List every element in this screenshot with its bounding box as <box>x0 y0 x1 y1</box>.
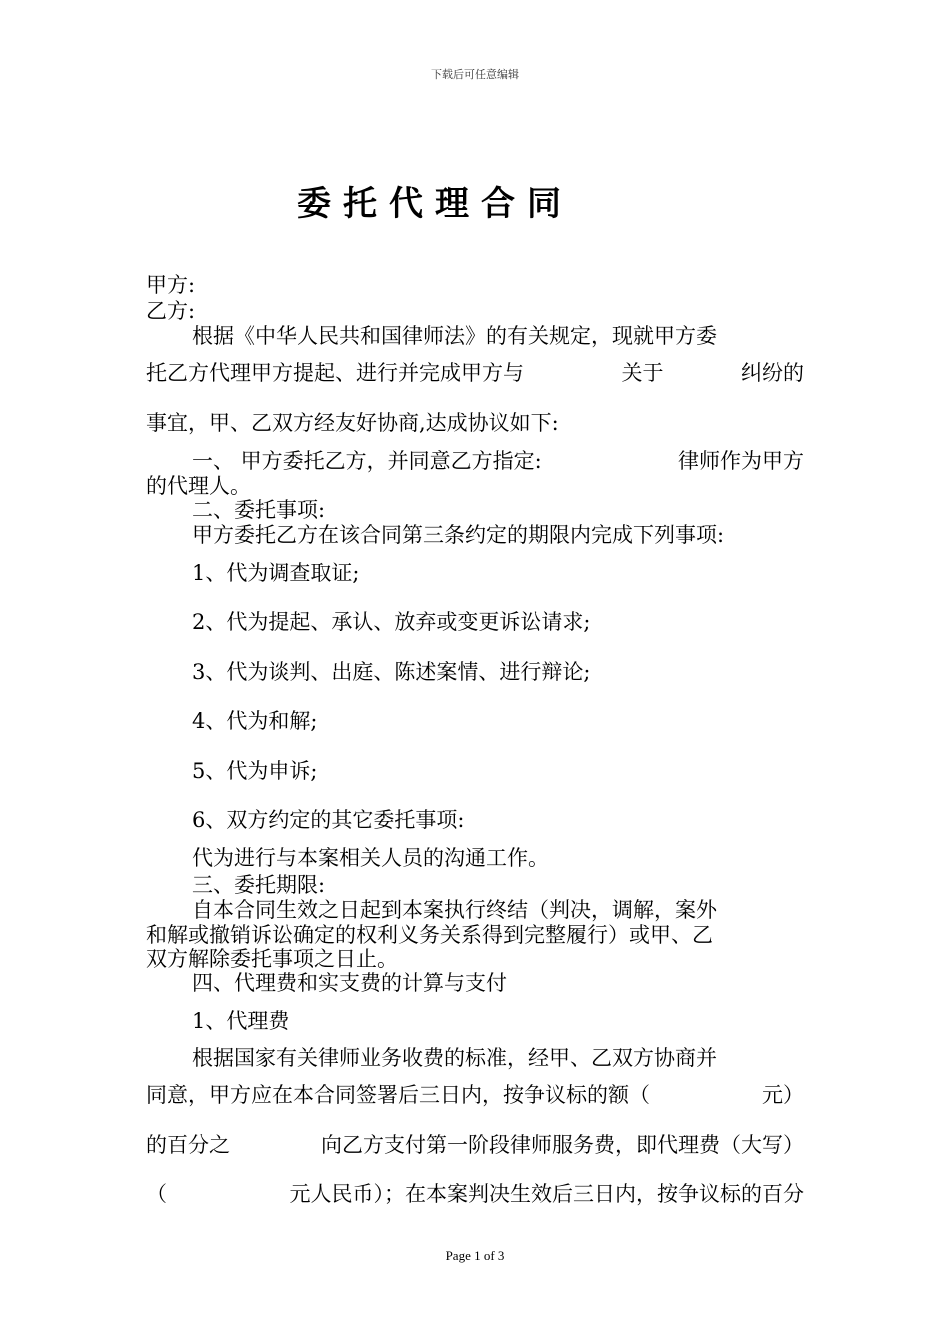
party-a-line: 甲方: <box>146 273 196 297</box>
paragraph-line: 事宜，甲、乙双方经友好协商,达成协议如下: <box>146 411 559 435</box>
list-item: 2、代为提起、承认、放弃或变更诉讼请求; <box>192 610 591 634</box>
paragraph-line: 代为进行与本案相关人员的沟通工作。 <box>192 846 549 870</box>
subsection-title: 1、代理费 <box>192 1009 290 1033</box>
text-span: 向乙方支付第一阶段律师服务费，即代理费（大写） <box>321 1133 804 1157</box>
list-item: 3、代为谈判、出庭、陈述案情、进行辩论; <box>192 660 591 684</box>
list-item: 1、代为调查取证; <box>192 561 360 585</box>
text-span: 纠纷的 <box>741 361 804 385</box>
paragraph-line: 根据《中华人民共和国律师法》的有关规定，现就甲方委 <box>192 324 717 348</box>
paragraph-line: 双方解除委托事项之日止。 <box>146 947 398 971</box>
section-4-title: 四、代理费和实支费的计算与支付 <box>192 971 507 995</box>
text-span: （ <box>146 1182 167 1206</box>
text-span: 元） <box>762 1083 804 1107</box>
text-span: 关于 <box>621 361 664 385</box>
paragraph-line: 和解或撤销诉讼确定的权利义务关系得到完整履行）或甲、乙 <box>146 923 713 947</box>
document-title: 委托代理合同 <box>297 184 573 224</box>
paragraph-line <box>146 361 804 385</box>
text-span: 同意，甲方应在本合同签署后三日内，按争议标的额（ <box>146 1083 650 1107</box>
text-span: 托乙方代理甲方提起、进行并完成甲方与 <box>146 361 524 385</box>
text-span: 元人民币）；在本案判决生效后三日内，按争议标的百分 <box>289 1182 804 1206</box>
text-span: 的百分之 <box>146 1133 230 1157</box>
paragraph-line: 甲方委托乙方在该合同第三条约定的期限内完成下列事项: <box>192 523 725 547</box>
list-item: 5、代为申诉; <box>192 759 318 783</box>
text-span: 一、 甲方委托乙方，并同意乙方指定: <box>192 449 542 473</box>
section-2-title: 二、委托事项: <box>192 498 326 522</box>
page-header: 下载后可任意编辑 <box>431 68 519 81</box>
text-span: 律师作为甲方 <box>678 449 804 473</box>
paragraph-line <box>146 1133 804 1157</box>
paragraph-line: 根据国家有关律师业务收费的标准，经甲、乙双方协商并 <box>192 1046 717 1070</box>
section-3-title: 三、委托期限: <box>192 873 326 897</box>
party-b-line: 乙方: <box>146 299 196 323</box>
section-1-line <box>192 449 804 473</box>
page-number: Page 1 of 3 <box>445 1248 505 1263</box>
paragraph-line: 自本合同生效之日起到本案执行终结（判决，调解，案外 <box>192 898 717 922</box>
list-item: 6、双方约定的其它委托事项: <box>192 808 465 832</box>
list-item: 4、代为和解; <box>192 709 318 733</box>
paragraph-line <box>146 1182 804 1206</box>
paragraph-line: 的代理人。 <box>146 474 251 498</box>
paragraph-line <box>146 1083 804 1107</box>
